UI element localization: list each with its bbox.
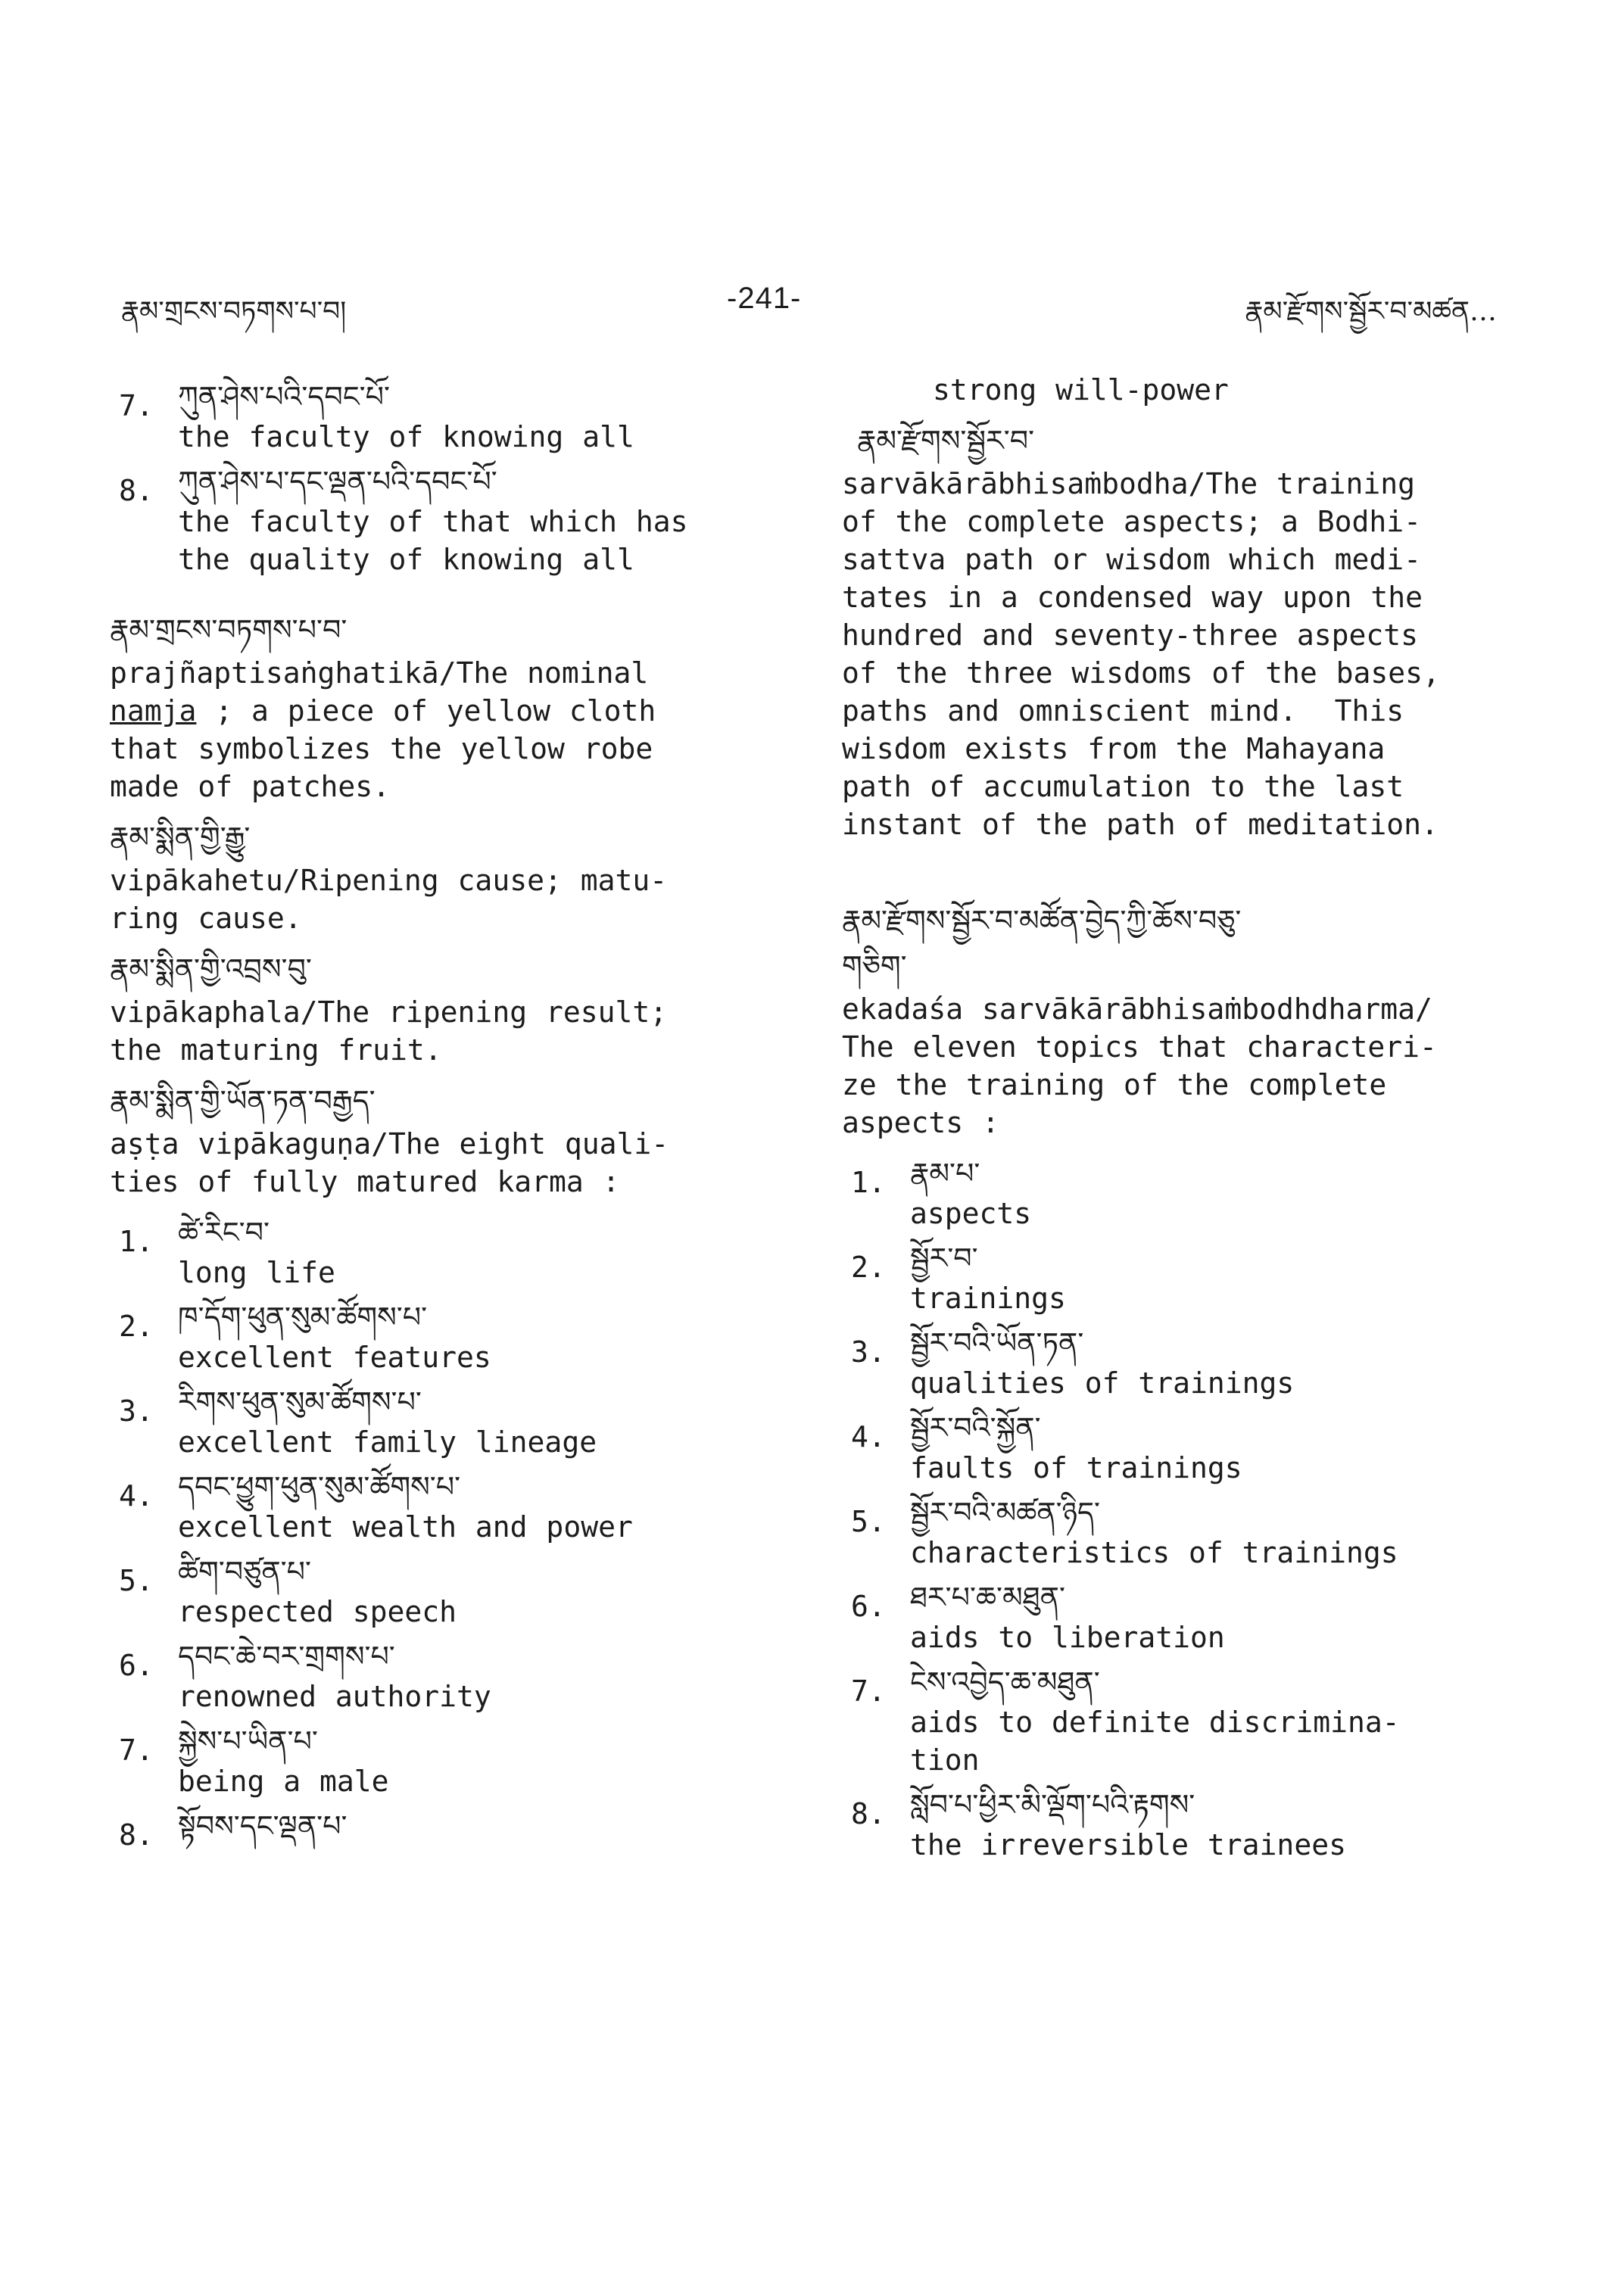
entry-definition-line: namja ; a piece of yellow cloth <box>110 694 656 727</box>
list-item <box>842 1322 1508 1402</box>
item-number: 4. <box>851 1420 886 1453</box>
entry-definition-line: prajñaptisaṅghatikā/The nominal <box>110 656 649 690</box>
list-item <box>110 1296 761 1376</box>
item-number: 5. <box>119 1564 154 1597</box>
tibetan-term: རིགས་ཕུན་སུམ་ཚོགས་པ་ <box>178 1385 422 1419</box>
tibetan-term: སྟོབས་དང་ལྡན་པ་ <box>178 1809 348 1843</box>
underlined-term: namja <box>110 694 197 727</box>
tibetan-term: སྦྱོར་བ་ <box>910 1242 978 1275</box>
list-item <box>842 1661 1508 1779</box>
item-number: 8. <box>851 1797 886 1830</box>
tibetan-term: དབང་ཆེ་བར་གྲགས་པ་ <box>178 1640 395 1673</box>
tibetan-term: སློབ་པ་ཕྱིར་མི་ལྡོག་པའི་རྟགས་ <box>910 1788 1195 1821</box>
entry-headword: རྣམ་གྲངས་བཏགས་པ་བ་ <box>110 613 348 646</box>
dictionary-entry <box>842 899 1508 1142</box>
item-translation: trainings <box>910 1282 1066 1315</box>
dictionary-entry <box>110 609 761 805</box>
item-number: 2. <box>119 1310 154 1343</box>
item-translation: renowned authority <box>178 1680 491 1713</box>
list-item <box>842 1576 1508 1656</box>
entry-definition-line: of the complete aspects; a Bodhi- <box>842 505 1421 538</box>
item-translation: faults of trainings <box>910 1451 1242 1485</box>
item-translation: being a male <box>178 1765 389 1798</box>
list-item <box>842 1407 1508 1487</box>
item-number: 5. <box>851 1505 886 1538</box>
item-translation: aspects <box>910 1197 1032 1230</box>
tibetan-term: སྐྱེས་པ་ཡིན་པ་ <box>178 1724 318 1758</box>
item-number: 7. <box>851 1675 886 1708</box>
list-item <box>110 1805 761 1852</box>
item-number: 4. <box>119 1479 154 1513</box>
list-item <box>110 1466 761 1546</box>
list-item <box>110 1550 761 1631</box>
list-item <box>110 460 761 578</box>
header-left-term: རྣམ་གྲངས་བཏགས་པ་བ། <box>121 296 347 327</box>
item-translation: the faculty of knowing all <box>178 420 634 453</box>
list-item <box>110 1381 761 1461</box>
continued-translation: strong will-power <box>933 373 1229 407</box>
dictionary-entry <box>110 948 761 1069</box>
item-translation: excellent features <box>178 1341 491 1374</box>
dictionary-entry <box>110 1080 761 1201</box>
item-number: 8. <box>119 474 154 507</box>
header-right-term: རྣམ་རྫོགས་སྦྱོར་བ་མཚན… <box>1245 296 1497 327</box>
item-translation: the irreversible trainees <box>910 1828 1346 1862</box>
item-translation: tion <box>910 1743 980 1777</box>
entry-definition-line: instant of the path of meditation. <box>842 808 1439 841</box>
entry-definition-line: ze the training of the complete <box>842 1068 1387 1101</box>
item-translation: excellent wealth and power <box>178 1510 633 1544</box>
entry-headword: རྣམ་རྫོགས་སྦྱོར་བ་ <box>857 424 1035 457</box>
item-number: 2. <box>851 1251 886 1284</box>
tibetan-term: སྦྱོར་བའི་མཚན་ཉིད་ <box>910 1496 1100 1529</box>
entry-headword: རྣམ་སྨིན་གྱི་འབྲས་བུ་ <box>110 952 312 986</box>
right-column <box>842 371 1508 1864</box>
item-translation: long life <box>178 1256 335 1289</box>
entry-definition-line: hundred and seventy-three aspects <box>842 618 1418 652</box>
entry-definition-line: aspects : <box>842 1106 999 1139</box>
entry-definition-line: The eleven topics that characteri- <box>842 1030 1437 1064</box>
list-item <box>110 1211 761 1291</box>
item-number: 3. <box>119 1394 154 1428</box>
tibetan-term: སྦྱོར་བའི་ཡོན་ཏན་ <box>910 1326 1084 1360</box>
entry-headword: རྣམ་སྨིན་གྱི་རྒྱུ་ <box>110 821 251 854</box>
item-number: 8. <box>119 1818 154 1852</box>
page-number: -241- <box>727 282 802 315</box>
entry-definition-line: ties of fully matured karma : <box>110 1165 620 1198</box>
tibetan-term: ཀུན་ཤེས་པ་དང་ལྡན་པའི་དབང་པོ་ <box>178 465 497 498</box>
item-translation: excellent family lineage <box>178 1425 597 1459</box>
item-translation: aids to definite discrimina- <box>910 1706 1400 1739</box>
tibetan-term: ངེས་འབྱེད་ཆ་མཐུན་ <box>910 1665 1100 1699</box>
entry-definition-line: aṣṭa vipākaguṇa/The eight quali- <box>110 1127 669 1161</box>
item-number: 6. <box>119 1649 154 1682</box>
entry-definition-line: made of patches. <box>110 770 391 803</box>
list-item <box>842 1237 1508 1317</box>
item-translation: qualities of trainings <box>910 1366 1295 1400</box>
entry-definition-line: that symbolizes the yellow robe <box>110 732 653 765</box>
item-number: 1. <box>119 1225 154 1258</box>
entry-definition-line: sarvākārābhisaṁbodha/The training <box>842 467 1415 500</box>
tibetan-term: ཀུན་ཤེས་པའི་དབང་པོ་ <box>178 380 390 413</box>
item-number: 3. <box>851 1335 886 1369</box>
item-number: 6. <box>851 1590 886 1623</box>
item-translation: the quality of knowing all <box>178 543 634 576</box>
entry-definition-line: tates in a condensed way upon the <box>842 581 1423 614</box>
item-number: 7. <box>119 1734 154 1767</box>
entry-definition-line: paths and omniscient mind. This <box>842 694 1404 727</box>
tibetan-term: སྦྱོར་བའི་སྐྱོན་ <box>910 1411 1041 1444</box>
item-translation: respected speech <box>178 1595 457 1628</box>
tibetan-term: ཚིག་བཙུན་པ་ <box>178 1555 311 1588</box>
entry-definition-line: of the three wisdoms of the bases, <box>842 656 1440 690</box>
tibetan-term: རྣམ་པ་ <box>910 1157 980 1190</box>
list-item <box>842 1152 1508 1232</box>
entry-definition-line: sattva path or wisdom which medi- <box>842 543 1421 576</box>
entry-definition-line: ekadaśa sarvākārābhisaṁbodhdharma/ <box>842 992 1432 1026</box>
list-item <box>842 1491 1508 1572</box>
tibetan-term: ཚེ་རིང་བ་ <box>178 1216 270 1249</box>
tibetan-term: ཁ་དོག་ཕུན་སུམ་ཚོགས་པ་ <box>178 1301 428 1334</box>
list-item <box>110 1720 761 1800</box>
list-item <box>110 1635 761 1715</box>
entry-definition-line: wisdom exists from the Mahayana <box>842 732 1386 765</box>
entry-headword-continued: གཅིག་ <box>842 949 907 983</box>
tibetan-term: ཐར་པ་ཆ་མཐུན་ <box>910 1581 1065 1614</box>
list-item <box>110 375 761 456</box>
entry-headword: རྣམ་རྫོགས་སྦྱོར་བ་མཚོན་བྱེད་ཀྱི་ཆོས་བཅུ་ <box>842 904 1242 937</box>
item-number: 7. <box>119 389 154 422</box>
tibetan-term: དབང་ཕྱུག་ཕུན་སུམ་ཚོགས་པ་ <box>178 1470 461 1503</box>
entry-definition-line: vipākaphala/The ripening result; <box>110 995 668 1029</box>
entry-definition-line: the maturing fruit. <box>110 1033 442 1067</box>
entry-definition-line: vipākahetu/Ripening cause; matu- <box>110 864 668 897</box>
left-column <box>110 371 761 1852</box>
entry-definition-line: path of accumulation to the last <box>842 770 1404 803</box>
item-translation: characteristics of trainings <box>910 1536 1398 1569</box>
dictionary-entry <box>110 816 761 937</box>
item-translation: aids to liberation <box>910 1621 1225 1654</box>
item-number: 1. <box>851 1166 886 1199</box>
dictionary-entry <box>842 419 1508 843</box>
list-item <box>842 1784 1508 1864</box>
item-translation: the faculty of that which has <box>178 505 688 538</box>
entry-definition-line: ring cause. <box>110 902 302 935</box>
entry-headword: རྣམ་སྨིན་གྱི་ཡོན་ཏན་བརྒྱད་ <box>110 1084 376 1117</box>
page-header <box>0 280 1624 326</box>
